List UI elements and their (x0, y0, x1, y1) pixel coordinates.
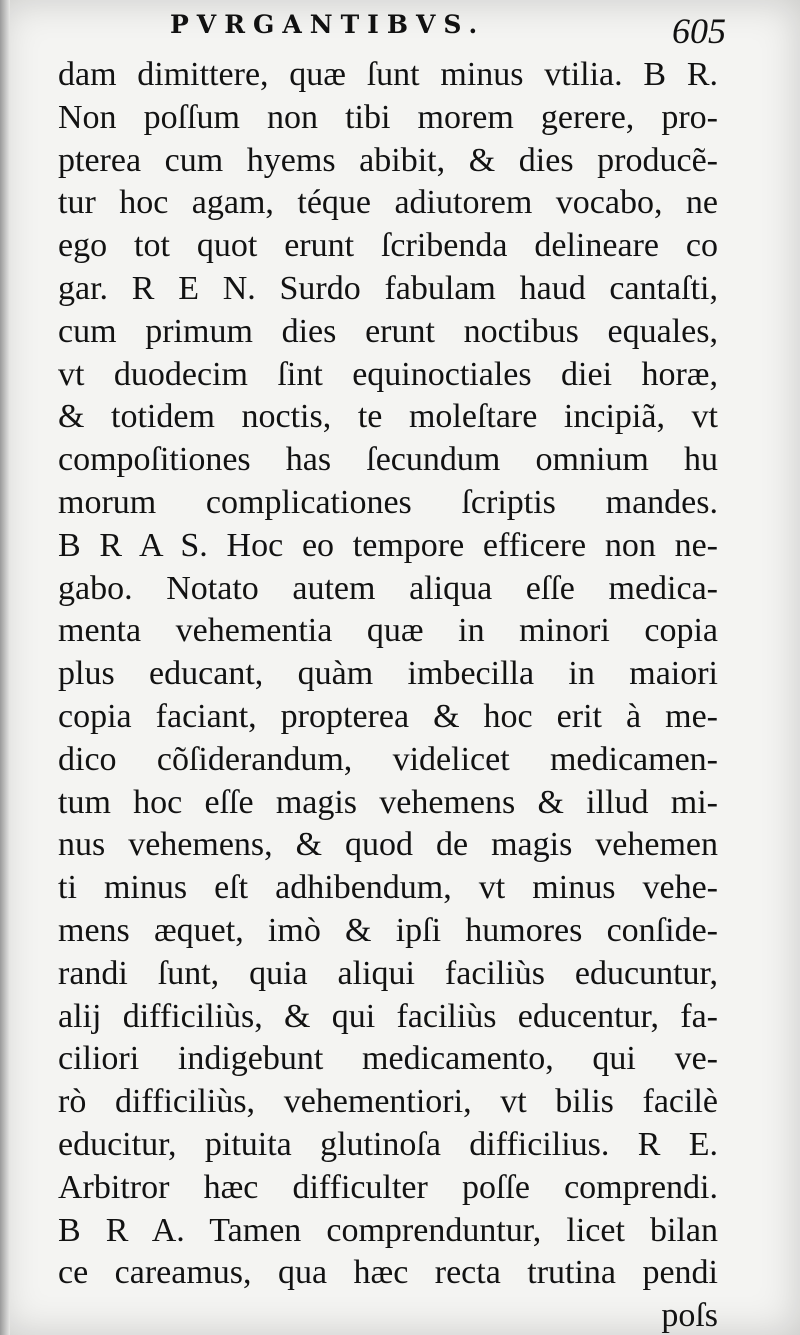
text-line: copia faciant, propterea & hoc erit à me- (58, 697, 718, 735)
text-line: gar. R E N. Surdo fabulam haud cantaſti, (58, 269, 718, 307)
text-line: compoſitiones has ſecundum omnium hu (58, 441, 718, 479)
text-line: morum complicationes ſcriptis mandes. (58, 483, 718, 521)
text-line: & totidem noctis, te moleſtare incipiã, vt (58, 398, 718, 436)
body-text (58, 54, 718, 1335)
text-line: educitur, pituita glutinoſa difficilius. R E. (58, 1125, 718, 1163)
text-line: ciliori indigebunt medicamento, qui ve- (58, 1040, 718, 1078)
text-line: nus vehemens, & quod de magis vehemen (58, 826, 718, 864)
text-line: ce careamus, qua hæc recta trutina pendi (58, 1254, 718, 1292)
catchword: poſs (661, 1297, 718, 1335)
text-line: menta vehementia quæ in minori copia (58, 612, 718, 650)
text-line: tur hoc agam, téque adiutorem vocabo, ne (58, 184, 718, 222)
text-line: ti minus eſt adhibendum, vt minus vehe- (58, 869, 718, 907)
page-number: 605 (672, 11, 726, 51)
text-line: tum hoc eſſe magis vehemens & illud mi- (58, 783, 718, 821)
text-line: alij difficiliùs, & qui faciliùs educentur, fa- (58, 997, 718, 1035)
text-line: vt duodecim ſint equinoctiales diei horæ, (58, 355, 718, 393)
text-line: Non poſſum non tibi morem gerere, pro- (58, 98, 718, 136)
text-line: rò difficiliùs, vehementiori, vt bilis facilè (58, 1083, 718, 1121)
text-line: dam dimittere, quæ ſunt minus vtilia. B R. (58, 56, 718, 93)
text-line: B R A S. Hoc eo tempore efficere non ne- (58, 526, 718, 564)
text-line: pterea cum hyems abibit, & dies producẽ- (58, 141, 718, 179)
text-line: ego tot quot erunt ſcribenda delineare co (58, 227, 718, 265)
text-line: gabo. Notato autem aliqua eſſe medica- (58, 569, 718, 607)
page-gutter-edge (0, 0, 10, 1335)
running-head: PVRGANTIBVS. (170, 10, 486, 39)
text-line: B R A. Tamen comprenduntur, licet bilan (58, 1211, 718, 1249)
text-line: Arbitror hæc difficulter poſſe comprendi. (58, 1168, 718, 1206)
text-line: plus educant, quàm imbecilla in maiori (58, 655, 718, 693)
text-line: randi ſunt, quia aliqui faciliùs educuntur, (58, 954, 718, 992)
text-line: cum primum dies erunt noctibus equales, (58, 312, 718, 350)
text-line: mens æquet, imò & ipſi humores conſide- (58, 911, 718, 949)
text-line: dico cõſiderandum, videlicet medicamen- (58, 740, 718, 778)
